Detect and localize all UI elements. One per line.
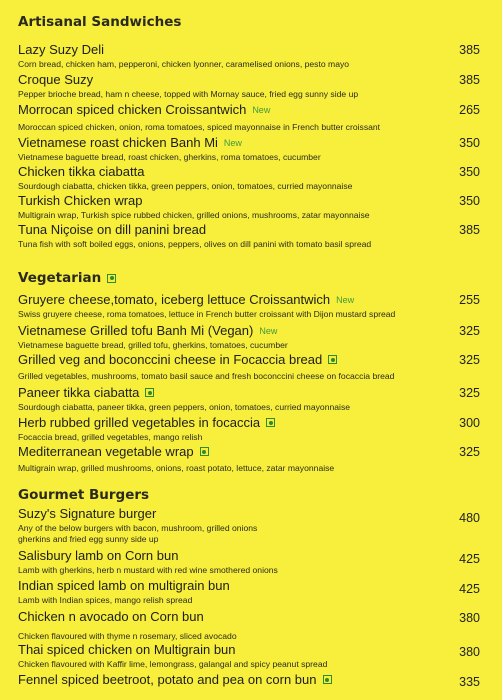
item-price: 350 <box>459 165 480 179</box>
item-price: 350 <box>459 194 480 208</box>
item-price: 385 <box>459 73 480 87</box>
item-description: Tuna fish with soft boiled eggs, onions, peppers, olives on dill panini with tomato basil spread <box>18 239 372 249</box>
item-name: Fennel spiced beetroot, potato and pea on corn bun <box>18 672 332 687</box>
section-title-burgers: Gourmet Burgers <box>18 487 150 503</box>
item-price: 380 <box>459 645 480 659</box>
menu-item <box>18 444 480 474</box>
item-name: Morrocan spiced chicken Croissantwich New <box>18 102 271 117</box>
item-description: Multigrain wrap, grilled mushrooms, onions, roast potato, lettuce, zatar mayonnaise <box>18 463 335 473</box>
item-name: Gruyere cheese,tomato, iceberg lettuce Croissantwich New <box>18 292 355 307</box>
item-name: Chicken tikka ciabatta <box>18 164 145 179</box>
menu-item <box>18 102 480 133</box>
item-description: Chicken flavoured with Kaffir lime, lemongrass, galangal and spicy peanut spread <box>18 659 328 669</box>
menu-item <box>18 222 480 250</box>
menu-item <box>18 415 480 443</box>
item-description: Lamb with Indian spices, mango relish spread <box>18 595 193 605</box>
section-title-vegetarian: Vegetarian <box>18 270 116 286</box>
menu-item <box>18 135 480 163</box>
veg-mark-icon <box>145 388 154 397</box>
item-price: 255 <box>459 293 480 307</box>
item-description: Corn bread, chicken ham, pepperoni, chicken lyonner, caramelised onions, pesto mayo <box>18 59 350 69</box>
menu-item <box>18 323 480 351</box>
item-price: 300 <box>459 416 480 430</box>
new-tag: New <box>252 104 271 115</box>
menu-item <box>18 506 480 545</box>
menu-item <box>18 642 480 670</box>
item-name: Vietnamese Grilled tofu Banh Mi (Vegan) New <box>18 323 278 338</box>
item-price: 335 <box>459 675 480 689</box>
item-name: Turkish Chicken wrap <box>18 193 143 208</box>
item-price: 350 <box>459 136 480 150</box>
item-description: gherkins and fried egg sunny side up <box>18 534 159 544</box>
item-description: Vietnamese baguette bread, roast chicken, gherkins, roma tomatoes, cucumber <box>18 152 321 162</box>
item-name: Suzy's Signature burger <box>18 506 157 521</box>
item-price: 380 <box>459 611 480 625</box>
menu-item <box>18 609 480 642</box>
veg-mark-icon <box>328 355 337 364</box>
item-price: 425 <box>459 582 480 596</box>
item-price: 325 <box>459 386 480 400</box>
item-price: 480 <box>459 511 480 525</box>
new-tag: New <box>336 294 355 305</box>
item-name: Vietnamese roast chicken Banh Mi New <box>18 135 242 150</box>
veg-mark-icon <box>200 447 209 456</box>
item-description: Focaccia bread, grilled vegetables, mango relish <box>18 432 203 442</box>
item-name: Tuna Niçoise on dill panini bread <box>18 222 207 237</box>
item-price: 325 <box>459 445 480 459</box>
item-description: Moroccan spiced chicken, onion, roma tomatoes, spiced mayonnaise in French butter croissant <box>18 122 381 132</box>
item-name: Croque Suzy <box>18 72 94 87</box>
item-name: Paneer tikka ciabatta <box>18 385 154 400</box>
veg-mark-icon <box>107 274 116 283</box>
menu-item <box>18 548 480 576</box>
item-description: Lamb with gherkins, herb n mustard with red wine smothered onions <box>18 565 278 575</box>
item-description: Sourdough ciabatta, paneer tikka, green peppers, onion, tomatoes, curried mayonnaise <box>18 402 351 412</box>
item-description: Vietnamese baguette bread, grilled tofu, gherkins, tomatoes, cucumber <box>18 340 288 350</box>
menu-item <box>18 672 480 689</box>
item-price: 425 <box>459 552 480 566</box>
menu-item <box>18 578 480 606</box>
new-tag: New <box>259 325 278 336</box>
item-description: Sourdough ciabatta, chicken tikka, green peppers, onion, tomatoes, curried mayonnaise <box>18 181 353 191</box>
item-price: 325 <box>459 353 480 367</box>
new-tag: New <box>223 137 242 148</box>
menu-item <box>18 352 480 382</box>
item-name: Salisbury lamb on Corn bun <box>18 548 179 563</box>
item-price: 265 <box>459 103 480 117</box>
menu-item <box>18 42 480 70</box>
item-price: 385 <box>459 43 480 57</box>
menu-item <box>18 292 480 320</box>
item-name: Herb rubbed grilled vegetables in focaccia <box>18 415 275 430</box>
menu-item <box>18 164 480 192</box>
item-description: Multigrain wrap, Turkish spice rubbed chicken, grilled onions, mushrooms, zatar mayonnaise <box>18 210 370 220</box>
menu-item <box>18 385 480 413</box>
menu-item <box>18 72 480 100</box>
item-name: Chicken n avocado on Corn bun <box>18 609 204 624</box>
item-description: Any of the below burgers with bacon, mushroom, grilled onions <box>18 523 258 533</box>
item-price: 325 <box>459 324 480 338</box>
menu-item <box>18 193 480 221</box>
veg-mark-icon <box>266 418 275 427</box>
item-name: Thai spiced chicken on Multigrain bun <box>18 642 236 657</box>
item-description: Pepper brioche bread, ham n cheese, topped with Mornay sauce, fried egg sunny side up <box>18 89 359 99</box>
item-price: 385 <box>459 223 480 237</box>
item-description: Grilled vegetables, mushrooms, tomato basil sauce and fresh boconccini cheese on focaccia bread <box>18 371 395 381</box>
item-description: Swiss gruyere cheese, roma tomatoes, lettuce in French butter croissant with Dijon mustard spread <box>18 309 396 319</box>
item-name: Grilled veg and boconccini cheese in Focaccia bread <box>18 352 337 367</box>
section-title-sandwiches: Artisanal Sandwiches <box>18 14 182 30</box>
item-name: Mediterranean vegetable wrap <box>18 444 209 459</box>
item-description: Chicken flavoured with thyme n rosemary, sliced avocado <box>18 631 237 641</box>
item-name: Lazy Suzy Deli <box>18 42 104 57</box>
item-name: Indian spiced lamb on multigrain bun <box>18 578 230 593</box>
veg-mark-icon <box>323 675 332 684</box>
